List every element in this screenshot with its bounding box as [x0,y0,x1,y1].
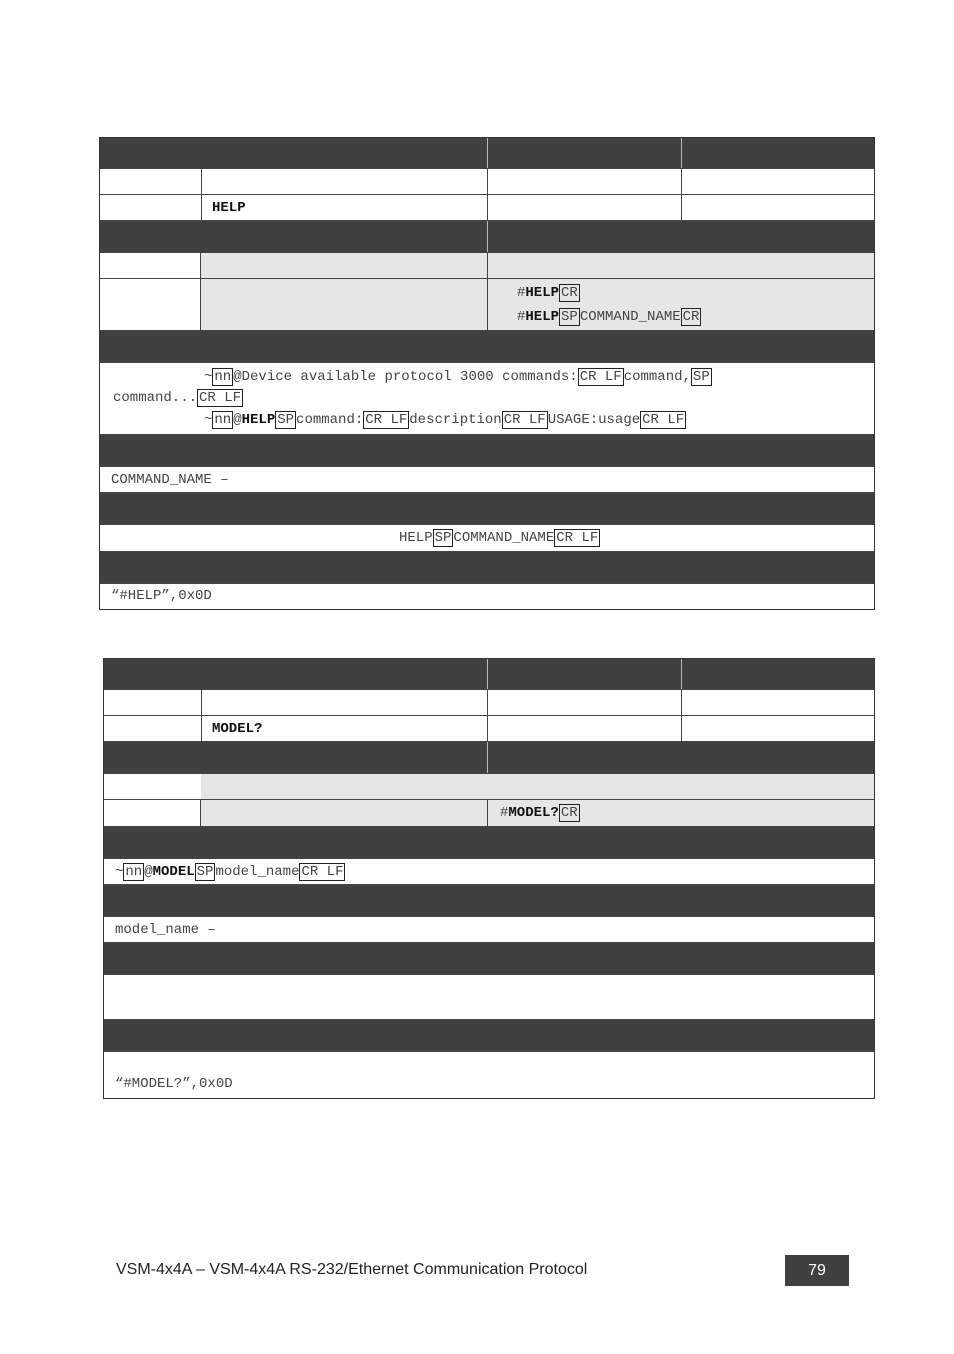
help-response-line-2: ~ nn @HELP SP command: CR LF description CR LF USAGE:usage CR LF [204,412,685,428]
help-syntax-line-2: #HELP SP COMMAND_NAME CR [517,309,700,325]
model-set-syntax-row [104,774,874,800]
model-get-syntax: #MODEL? CR [500,805,578,821]
model-params-header-row [104,885,874,917]
model-params-row [104,917,874,943]
help-response-header-row [100,331,874,363]
model-param-text: model_name – [115,922,216,938]
model-example-row [104,1052,874,1098]
help-response-line-1: ~ nn @Device available protocol 3000 commands: CR LF command, SP [204,369,710,385]
help-response-line-1b: command... CR LF [113,390,242,406]
model-triggers-row [104,975,874,1020]
model-syntax-header-row [104,742,874,774]
page-number: 79 [785,1255,849,1286]
help-triggers-row [100,525,874,552]
model-triggers-header-row [104,943,874,975]
help-response-triggers: HELP SP COMMAND_NAME CR LF [399,530,599,546]
help-example-row [100,584,874,609]
model-command-name: MODEL? [212,721,263,737]
model-response: ~ nn @MODEL SP model_name CR LF [115,864,344,880]
model-command-table [103,658,875,1099]
model-response-header-row [104,827,874,859]
help-params-header-row [100,435,874,467]
footer-title: VSM-4x4A – VSM-4x4A RS-232/Ethernet Communication Protocol [116,1261,588,1278]
model-example: “#MODEL?”,0x0D [115,1076,233,1092]
model-row-blank [104,690,874,716]
model-example-header-row [104,1020,874,1052]
help-param-text: COMMAND_NAME – [111,472,229,488]
model-row-command [104,716,874,742]
help-row-command [100,195,874,221]
model-header-row [104,659,874,690]
help-header-row [100,138,874,169]
help-get-syntax-row [100,279,874,331]
help-syntax-header-row [100,221,874,253]
help-command-name: HELP [212,200,246,216]
help-set-syntax-row [100,253,874,279]
help-example: “#HELP”,0x0D [111,588,212,604]
help-params-row [100,467,874,493]
help-command-table [99,137,875,610]
help-response-row [100,363,874,435]
help-syntax-line-1: #HELP CR [517,285,578,301]
help-row-blank [100,169,874,195]
model-response-row [104,859,874,885]
model-get-syntax-row [104,800,874,827]
help-example-header-row [100,552,874,584]
help-triggers-header-row [100,493,874,525]
